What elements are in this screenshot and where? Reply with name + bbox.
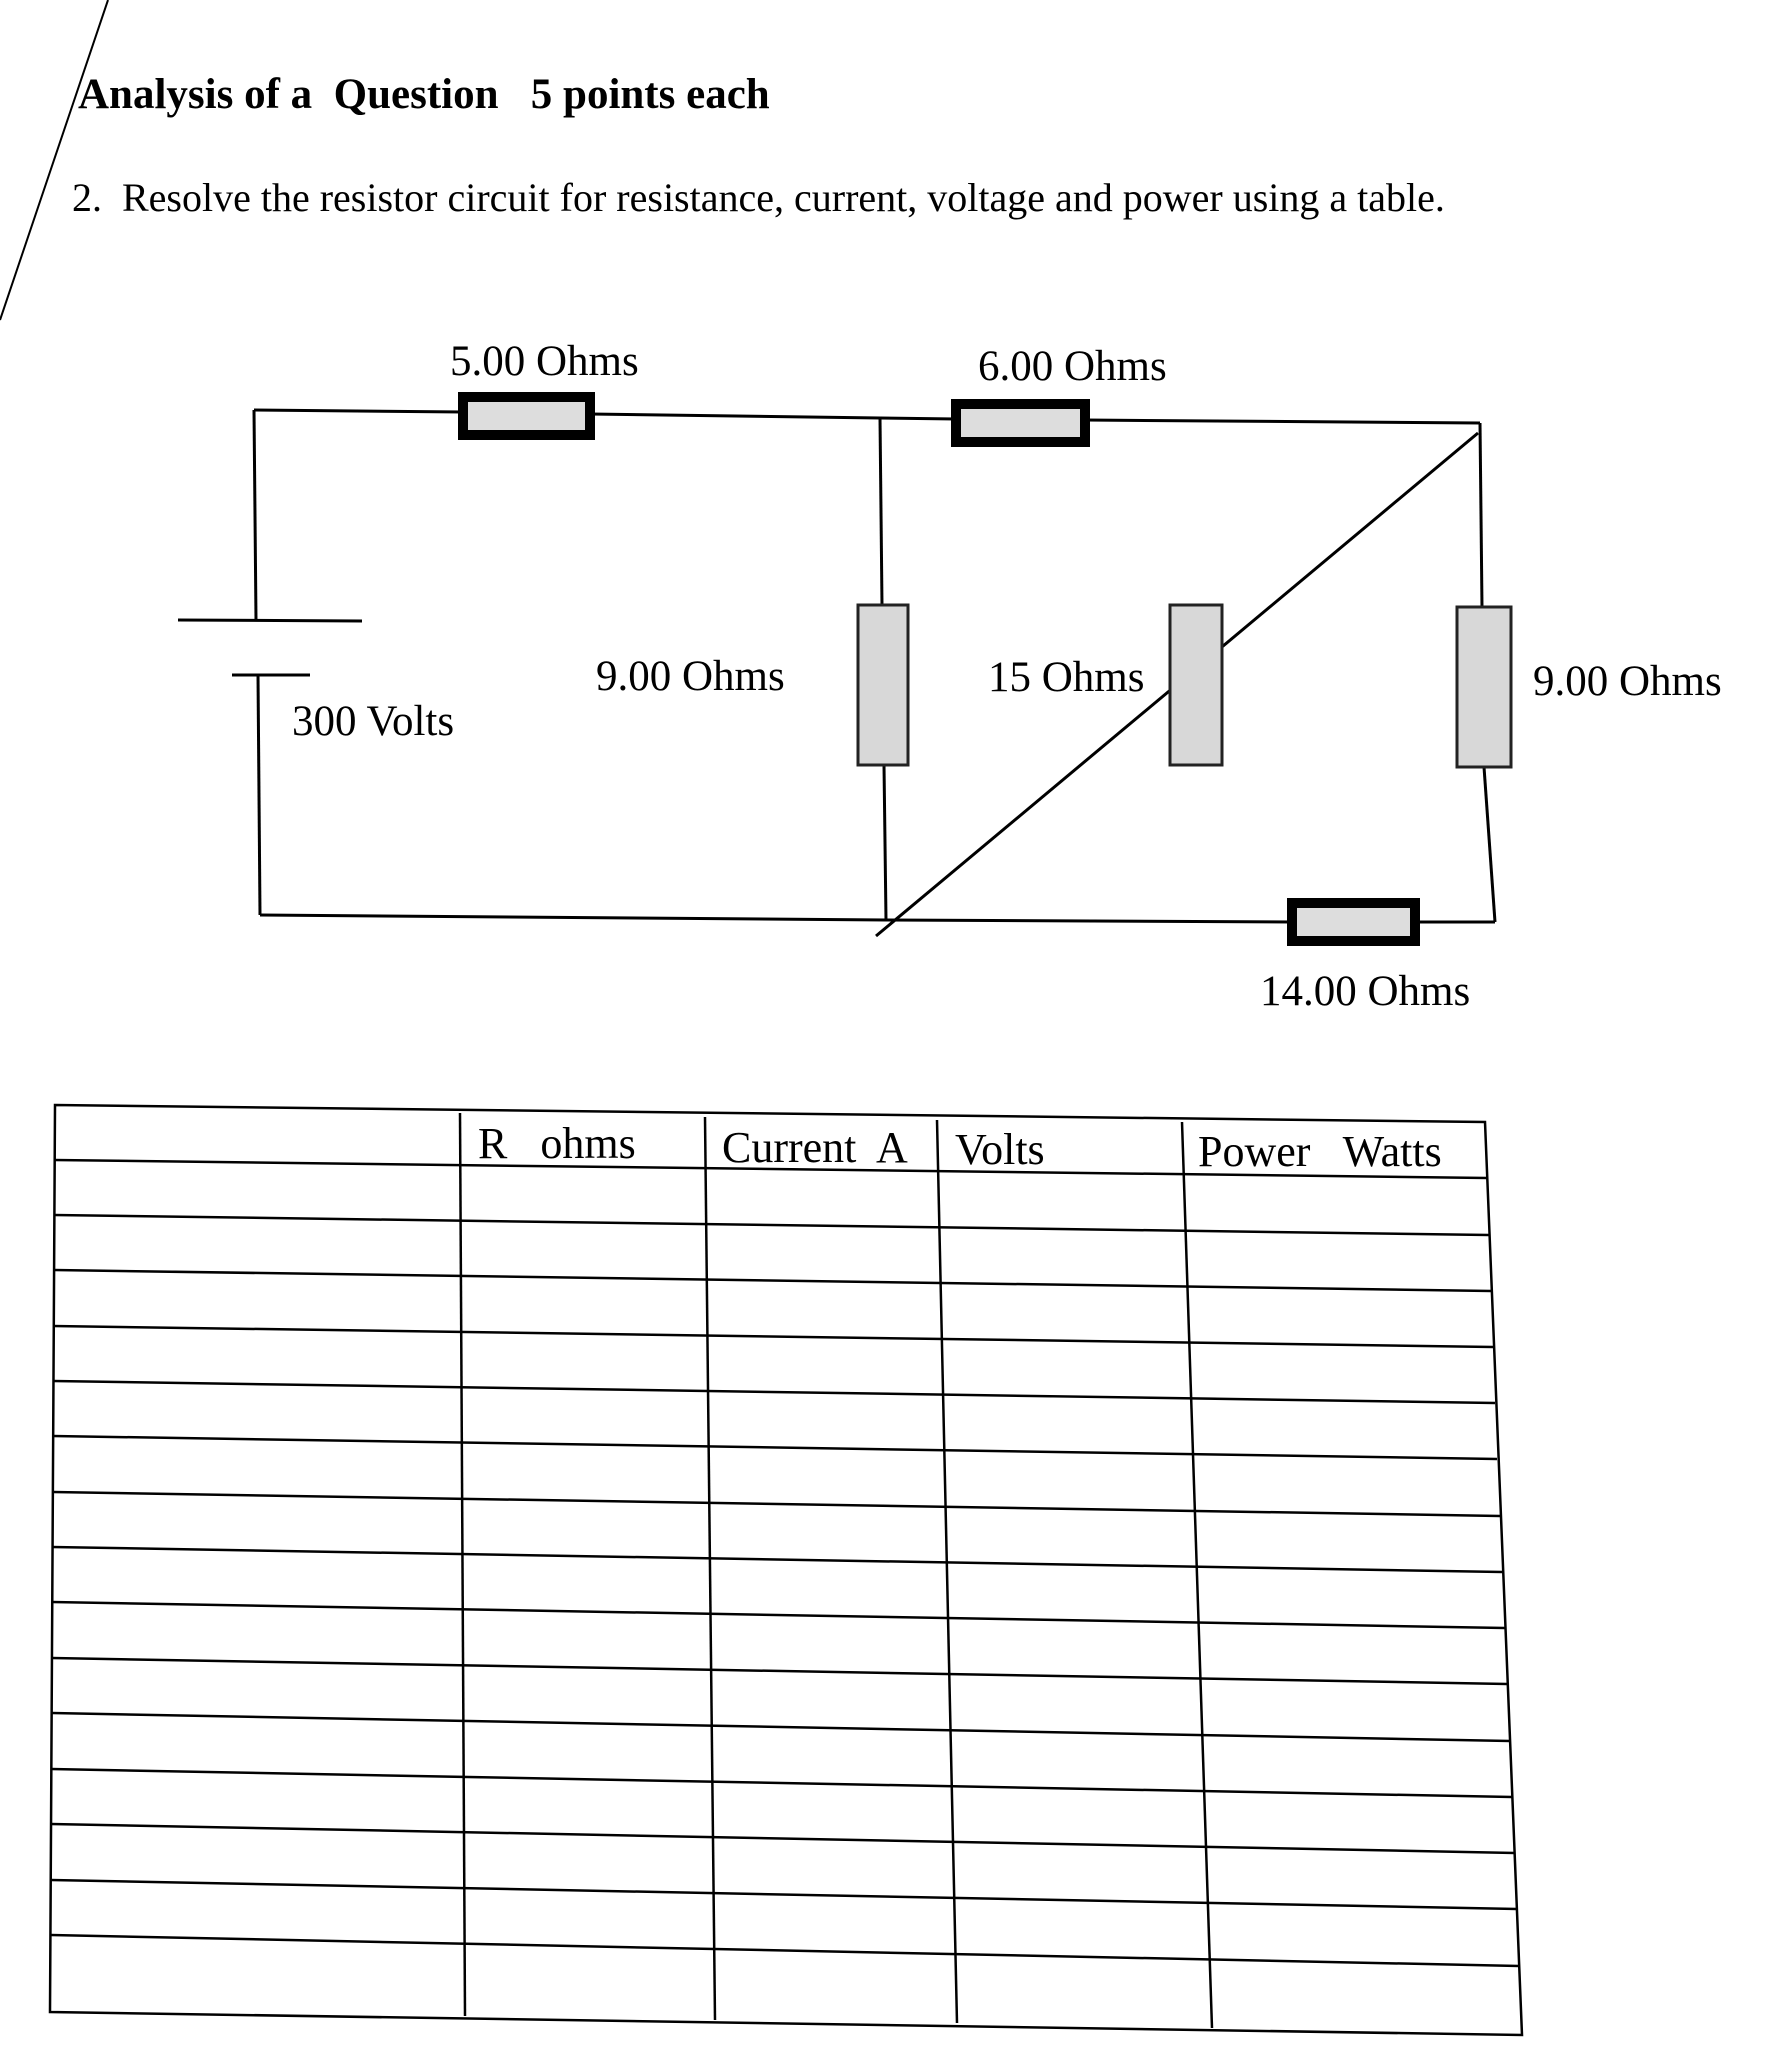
title-analysis: Analysis of a bbox=[78, 71, 313, 118]
resistor-9-ohm-right bbox=[1457, 607, 1511, 767]
column-header-power: Power Watts bbox=[1198, 1127, 1442, 1176]
label-resistor-6-ohm: 6.00 Ohms bbox=[978, 343, 1167, 390]
resistor-14-ohm bbox=[1292, 903, 1415, 941]
label-voltage-source: 300 Volts bbox=[292, 698, 455, 745]
label-resistor-9-ohm-middle: 9.00 Ohms bbox=[596, 653, 785, 700]
question-number: 2. bbox=[72, 175, 102, 220]
column-header-volts: Volts bbox=[955, 1125, 1045, 1174]
battery-long-plate bbox=[178, 620, 362, 621]
title-points: 5 points each bbox=[530, 71, 770, 118]
label-resistor-14-ohm: 14.00 Ohms bbox=[1260, 968, 1471, 1015]
column-header-resistance: R ohms bbox=[478, 1119, 636, 1168]
margin-line bbox=[0, 0, 108, 320]
title-question: Question bbox=[333, 71, 499, 118]
answer-table-grid bbox=[50, 1105, 1522, 2035]
resistor-5-ohm bbox=[463, 397, 590, 435]
resistor-6-ohm bbox=[956, 404, 1085, 442]
label-resistor-5-ohm: 5.00 Ohms bbox=[450, 338, 639, 385]
column-header-current: Current A bbox=[722, 1123, 908, 1172]
question-text: Resolve the resistor circuit for resistance, current, voltage and power using a table. bbox=[122, 175, 1445, 220]
resistor-9-ohm-middle bbox=[858, 605, 908, 765]
label-resistor-15-ohm: 15 Ohms bbox=[988, 654, 1145, 701]
label-resistor-9-ohm-right: 9.00 Ohms bbox=[1533, 658, 1722, 705]
resistor-15-ohm bbox=[1170, 605, 1222, 765]
